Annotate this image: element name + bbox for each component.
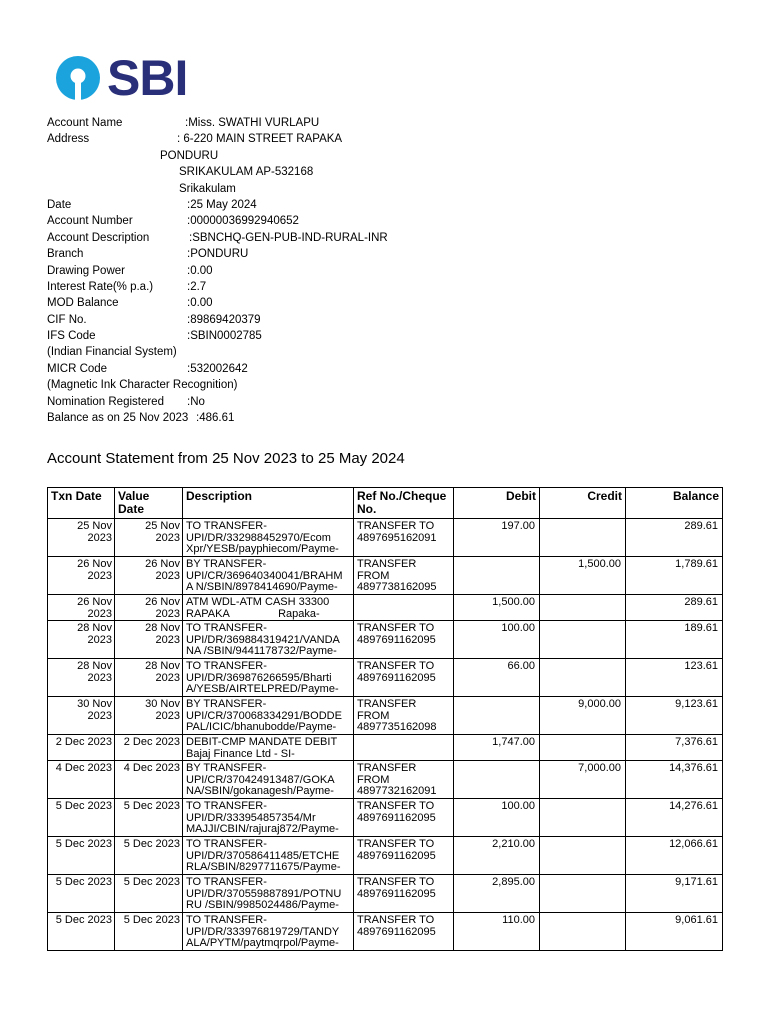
detail-label: Date xyxy=(47,198,72,211)
statement-title: Account Statement from 25 Nov 2023 to 25 May 2024 xyxy=(47,450,405,467)
cell-ref-no xyxy=(354,735,454,761)
cell-credit xyxy=(540,875,626,913)
cell-debit xyxy=(454,697,540,735)
cell-balance-text: 189.61 xyxy=(684,623,718,634)
table-row xyxy=(48,519,723,557)
cell-txn-date xyxy=(48,659,115,697)
detail-value: :00000036992940652 xyxy=(187,215,299,228)
cell-txn-date xyxy=(48,697,115,735)
cell-balance xyxy=(626,913,723,951)
cell-description-text: ATM WDL-ATM CASH 33300 RAPAKA Rapaka- xyxy=(186,597,330,620)
cell-credit-text xyxy=(543,915,621,950)
cell-credit-text: 1,500.00 xyxy=(578,559,621,570)
cell-ref-no-text: TRANSFER TO 4897691162095 xyxy=(357,801,436,824)
cell-balance xyxy=(626,519,723,557)
cell-credit-text xyxy=(543,737,621,760)
cell-debit xyxy=(454,519,540,557)
cell-credit xyxy=(540,761,626,799)
cell-ref-no xyxy=(354,621,454,659)
cell-txn-date-text: 28 Nov 2023 xyxy=(77,623,112,646)
table-row xyxy=(48,735,723,761)
cell-description-text: TO TRANSFER- UPI/DR/369876266595/Bharti A/YESB/AIRTELPRED/Payme- xyxy=(186,661,339,696)
cell-value-date-text: 26 Nov 2023 xyxy=(145,559,180,582)
cell-txn-date xyxy=(48,621,115,659)
cell-description-text: BY TRANSFER- UPI/CR/370068334291/BODDE PAL/ICIC/bhanubodde/Payme- xyxy=(186,699,342,734)
cell-value-date xyxy=(115,761,183,799)
cell-txn-date xyxy=(48,799,115,837)
cell-txn-date-text: 26 Nov 2023 xyxy=(77,559,112,582)
cell-txn-date-text: 4 Dec 2023 xyxy=(55,763,112,774)
cell-credit xyxy=(540,837,626,875)
table-row xyxy=(48,697,723,735)
detail-value: PONDURU xyxy=(160,149,219,162)
cell-description xyxy=(183,519,354,557)
cell-value-date-text: 25 Nov 2023 xyxy=(145,521,180,544)
cell-description xyxy=(183,595,354,621)
cell-balance-text: 7,376.61 xyxy=(675,737,718,748)
cell-description xyxy=(183,659,354,697)
detail-value: :532002642 xyxy=(187,362,248,375)
cell-debit-text: 100.00 xyxy=(501,801,535,812)
cell-balance xyxy=(626,799,723,837)
header-balance: Balance xyxy=(626,488,723,519)
detail-label: Balance as on 25 Nov 2023 xyxy=(47,412,189,425)
cell-credit-text xyxy=(543,661,621,696)
cell-ref-no xyxy=(354,595,454,621)
cell-balance-text: 9,061.61 xyxy=(675,915,718,926)
cell-debit-text: 1,747.00 xyxy=(492,737,535,748)
cell-ref-no-text: TRANSFER TO 4897691162095 xyxy=(357,839,436,862)
cell-balance-text: 14,376.61 xyxy=(669,763,718,774)
cell-txn-date-text: 28 Nov 2023 xyxy=(77,661,112,684)
detail-label: (Magnetic Ink Character Recognition) xyxy=(47,379,238,392)
cell-debit-text: 110.00 xyxy=(502,915,535,926)
cell-debit-text xyxy=(457,763,535,798)
detail-label: Nomination Registered xyxy=(47,395,164,408)
cell-description xyxy=(183,837,354,875)
cell-value-date xyxy=(115,659,183,697)
detail-label: Account Description xyxy=(47,231,150,244)
cell-debit xyxy=(454,557,540,595)
cell-txn-date xyxy=(48,735,115,761)
cell-balance xyxy=(626,875,723,913)
cell-description-text: TO TRANSFER- UPI/DR/332988452970/Ecom Xpr/YESB/payphiecom/Payme- xyxy=(186,521,339,556)
header-value-date: Value Date xyxy=(115,488,183,519)
cell-balance xyxy=(626,761,723,799)
cell-description-text: BY TRANSFER- UPI/CR/369640340041/BRAHM A N/SBIN/8978414690/Payme- xyxy=(186,559,343,594)
cell-balance-text: 289.61 xyxy=(684,521,718,532)
cell-ref-no-text: TRANSFER FROM 4897738162095 xyxy=(357,559,437,594)
cell-balance-text: 289.61 xyxy=(684,597,718,608)
cell-description xyxy=(183,557,354,595)
detail-value: :SBIN0002785 xyxy=(187,330,262,343)
table-row xyxy=(48,761,723,799)
header-txn-date: Txn Date xyxy=(48,488,115,519)
cell-value-date-text: 30 Nov 2023 xyxy=(145,699,180,722)
cell-debit xyxy=(454,735,540,761)
table-row xyxy=(48,557,723,595)
cell-credit xyxy=(540,595,626,621)
cell-txn-date xyxy=(48,595,115,621)
cell-value-date xyxy=(115,697,183,735)
cell-txn-date-text: 30 Nov 2023 xyxy=(77,699,112,722)
cell-balance xyxy=(626,735,723,761)
detail-value: :25 May 2024 xyxy=(187,198,257,211)
cell-txn-date xyxy=(48,913,115,951)
detail-label: (Indian Financial System) xyxy=(47,346,177,359)
detail-label: Drawing Power xyxy=(47,264,125,277)
cell-credit-text xyxy=(543,623,621,658)
cell-ref-no-text: TRANSFER TO 4897691162095 xyxy=(357,661,436,684)
cell-ref-no xyxy=(354,799,454,837)
cell-credit-text xyxy=(543,877,621,912)
cell-value-date xyxy=(115,735,183,761)
detail-label: IFS Code xyxy=(47,330,96,343)
cell-credit-text: 9,000.00 xyxy=(578,699,621,710)
table-row xyxy=(48,595,723,621)
cell-ref-no-text: TRANSFER TO 4897691162095 xyxy=(357,623,436,646)
cell-credit xyxy=(540,557,626,595)
cell-value-date xyxy=(115,595,183,621)
detail-label: Account Name xyxy=(47,117,123,129)
cell-value-date-text: 4 Dec 2023 xyxy=(123,763,180,774)
table-header-row xyxy=(48,488,723,519)
cell-balance-text: 9,171.61 xyxy=(675,877,718,888)
cell-credit-text xyxy=(543,521,621,556)
cell-ref-no xyxy=(354,557,454,595)
cell-credit xyxy=(540,697,626,735)
sbi-logo xyxy=(55,50,188,106)
cell-balance xyxy=(626,837,723,875)
cell-txn-date xyxy=(48,837,115,875)
table-row xyxy=(48,659,723,697)
cell-debit-text xyxy=(457,699,535,734)
detail-value: :PONDURU xyxy=(187,248,249,261)
cell-txn-date xyxy=(48,761,115,799)
cell-value-date xyxy=(115,557,183,595)
cell-description-text: BY TRANSFER- UPI/CR/370424913487/GOKA NA/SBIN/gokanagesh/Payme- xyxy=(186,763,335,798)
cell-value-date xyxy=(115,519,183,557)
cell-txn-date-text: 25 Nov 2023 xyxy=(77,521,112,544)
detail-value: :No xyxy=(187,395,205,408)
cell-credit xyxy=(540,799,626,837)
cell-value-date xyxy=(115,621,183,659)
cell-ref-no-text: TRANSFER TO 4897695162091 xyxy=(357,521,437,544)
sbi-logo-mark-icon xyxy=(55,55,101,101)
cell-txn-date-text: 5 Dec 2023 xyxy=(55,839,112,850)
cell-txn-date-text: 26 Nov 2023 xyxy=(77,597,112,620)
cell-debit-text: 66.00 xyxy=(507,661,535,672)
cell-balance-text: 1,789.61 xyxy=(675,559,718,570)
cell-ref-no-text: TRANSFER TO 4897691162095 xyxy=(357,915,436,938)
cell-balance-text: 9,123.61 xyxy=(675,699,718,710)
cell-description xyxy=(183,761,354,799)
cell-description-text: TO TRANSFER- UPI/DR/333954857354/Mr MAJJI/CBIN/rajuraj872/Payme- xyxy=(186,801,339,836)
header-ref-no: Ref No./Cheque No. xyxy=(354,488,454,519)
cell-ref-no-text xyxy=(357,737,451,760)
cell-description xyxy=(183,697,354,735)
cell-ref-no xyxy=(354,659,454,697)
detail-value: Srikakulam xyxy=(179,182,236,195)
cell-credit xyxy=(540,735,626,761)
cell-value-date xyxy=(115,837,183,875)
cell-ref-no xyxy=(354,837,454,875)
detail-value: :486.61 xyxy=(196,412,235,425)
cell-value-date-text: 5 Dec 2023 xyxy=(123,801,180,812)
cell-balance xyxy=(626,557,723,595)
cell-value-date-text: 5 Dec 2023 xyxy=(123,915,180,926)
cell-description xyxy=(183,875,354,913)
cell-txn-date-text: 5 Dec 2023 xyxy=(55,877,112,888)
cell-debit xyxy=(454,799,540,837)
cell-debit xyxy=(454,837,540,875)
cell-debit xyxy=(454,659,540,697)
detail-value: :SBNCHQ-GEN-PUB-IND-RURAL-INR xyxy=(189,231,388,244)
cell-ref-no xyxy=(354,761,454,799)
cell-ref-no-text xyxy=(357,597,451,620)
detail-value: :0.00 xyxy=(187,264,213,277)
cell-balance xyxy=(626,595,723,621)
cell-description-text: TO TRANSFER- UPI/DR/333976819729/TANDY ALA/PYTM/paytmqrpol/Payme- xyxy=(186,915,340,950)
transactions-table xyxy=(47,487,723,951)
cell-balance xyxy=(626,621,723,659)
cell-debit xyxy=(454,875,540,913)
detail-value: SRIKAKULAM AP-532168 xyxy=(179,166,314,179)
cell-ref-no xyxy=(354,913,454,951)
cell-description xyxy=(183,621,354,659)
cell-value-date-text: 2 Dec 2023 xyxy=(123,737,180,748)
cell-description xyxy=(183,799,354,837)
detail-label: Interest Rate(% p.a.) xyxy=(47,280,154,293)
cell-ref-no xyxy=(354,697,454,735)
cell-value-date-text: 28 Nov 2023 xyxy=(145,661,180,684)
header-description: Description xyxy=(183,488,354,519)
cell-debit-text xyxy=(457,559,535,594)
header-debit: Debit xyxy=(454,488,540,519)
cell-debit-text: 1,500.00 xyxy=(492,597,535,608)
cell-txn-date-text: 5 Dec 2023 xyxy=(55,915,112,926)
cell-description xyxy=(183,913,354,951)
detail-label: CIF No. xyxy=(47,313,87,326)
header-credit: Credit xyxy=(540,488,626,519)
cell-ref-no-text: TRANSFER TO 4897691162095 xyxy=(357,877,436,900)
cell-value-date-text: 26 Nov 2023 xyxy=(145,597,180,620)
table-row xyxy=(48,621,723,659)
detail-label: Address xyxy=(47,133,90,146)
cell-description-text: TO TRANSFER- UPI/DR/370586411485/ETCHE RLA/SBIN/8297711675/Payme- xyxy=(186,839,341,874)
cell-credit-text xyxy=(543,801,621,836)
cell-txn-date xyxy=(48,557,115,595)
cell-value-date-text: 5 Dec 2023 xyxy=(123,877,180,888)
detail-value: :2.7 xyxy=(187,280,207,293)
cell-debit xyxy=(454,595,540,621)
table-row xyxy=(48,913,723,951)
cell-credit xyxy=(540,913,626,951)
cell-value-date xyxy=(115,799,183,837)
cell-ref-no-text: TRANSFER FROM 4897735162098 xyxy=(357,699,437,734)
cell-ref-no xyxy=(354,875,454,913)
detail-value: : 6-220 MAIN STREET RAPAKA xyxy=(177,133,343,146)
cell-value-date-text: 28 Nov 2023 xyxy=(145,623,180,646)
detail-value: :0.00 xyxy=(187,297,213,310)
cell-debit-text: 100.00 xyxy=(501,623,535,634)
cell-balance xyxy=(626,697,723,735)
cell-credit-text xyxy=(543,597,621,620)
cell-description-text: TO TRANSFER- UPI/DR/369884319421/VANDA NA /SBIN/9441178732/Payme- xyxy=(186,623,340,658)
cell-credit xyxy=(540,621,626,659)
cell-txn-date xyxy=(48,519,115,557)
cell-balance-text: 12,066.61 xyxy=(669,839,718,850)
table-row xyxy=(48,875,723,913)
detail-value: :89869420379 xyxy=(187,313,261,326)
cell-credit xyxy=(540,519,626,557)
cell-ref-no-text: TRANSFER FROM 4897732162091 xyxy=(357,763,437,798)
cell-credit-text: 7,000.00 xyxy=(578,763,621,774)
detail-label: MOD Balance xyxy=(47,297,119,310)
cell-txn-date-text: 2 Dec 2023 xyxy=(55,737,112,748)
cell-balance-text: 123.61 xyxy=(684,661,718,672)
cell-ref-no xyxy=(354,519,454,557)
detail-label: Branch xyxy=(47,248,84,261)
cell-debit xyxy=(454,621,540,659)
cell-debit xyxy=(454,761,540,799)
detail-label: MICR Code xyxy=(47,362,108,375)
cell-debit-text: 197.00 xyxy=(501,521,535,532)
cell-txn-date xyxy=(48,875,115,913)
table-row xyxy=(48,799,723,837)
sbi-logo-text: SBI xyxy=(107,50,188,106)
cell-description-text: TO TRANSFER- UPI/DR/370559887891/POTNU RU /SBIN/9985024486/Payme- xyxy=(186,877,342,912)
cell-value-date xyxy=(115,875,183,913)
cell-value-date-text: 5 Dec 2023 xyxy=(123,839,180,850)
cell-description xyxy=(183,735,354,761)
cell-debit xyxy=(454,913,540,951)
cell-credit xyxy=(540,659,626,697)
detail-label: Account Number xyxy=(47,215,133,228)
cell-balance xyxy=(626,659,723,697)
table-row xyxy=(48,837,723,875)
cell-txn-date-text: 5 Dec 2023 xyxy=(55,801,112,812)
detail-value: :Miss. SWATHI VURLAPU xyxy=(185,117,320,129)
cell-description-text: DEBIT-CMP MANDATE DEBIT Bajaj Finance Ltd - SI- xyxy=(186,737,338,760)
cell-balance-text: 14,276.61 xyxy=(669,801,718,812)
cell-value-date xyxy=(115,913,183,951)
cell-debit-text: 2,210.00 xyxy=(492,839,535,850)
cell-credit-text xyxy=(543,839,621,874)
cell-debit-text: 2,895.00 xyxy=(492,877,535,888)
